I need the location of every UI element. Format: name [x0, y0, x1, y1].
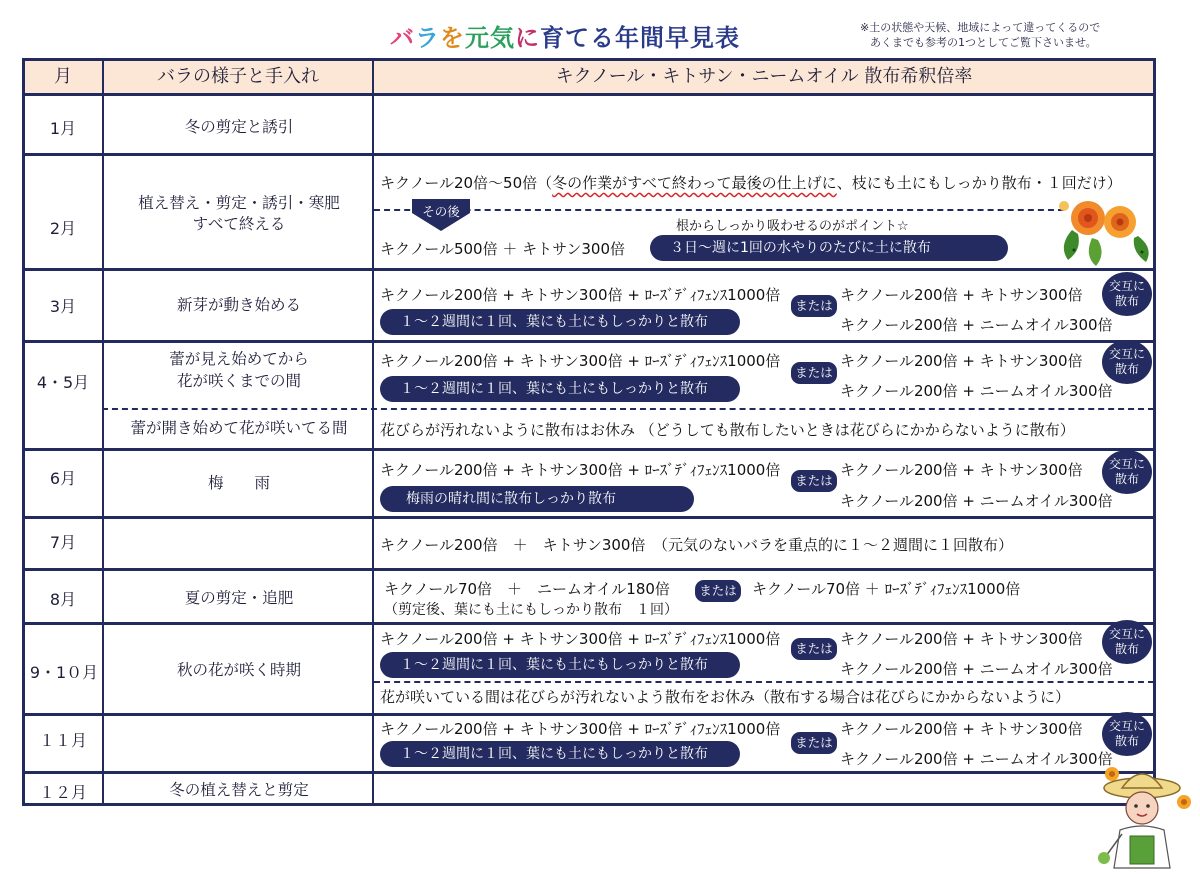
disclaimer-note: [860, 20, 1100, 50]
or-badge: または: [791, 362, 837, 384]
aprmay-divider: [102, 408, 1154, 410]
nov-mix-a: キクノール200倍 + キトサン300倍 + ﾛｰｽﾞﾃﾞｨﾌｪﾝｽ1000倍: [380, 720, 781, 738]
month-sepoct: 9・1０月: [29, 663, 99, 682]
or-badge: または: [791, 732, 837, 754]
rose-illustration-icon: [1054, 190, 1158, 268]
care-aprmay-3: 蕾が開き始めて花が咲いてる間: [130, 419, 348, 437]
alternate-line-1: 交互に: [1108, 347, 1145, 361]
alternate-line-2: 散布: [1114, 734, 1139, 748]
row-divider: [22, 622, 1156, 625]
aug-line-1a: キクノール70倍 ＋ ニームオイル180倍: [384, 580, 670, 598]
aprmay-mix-c: キクノール200倍 + ニームオイル300倍: [840, 382, 1113, 400]
jul-text: キクノール200倍 ＋ キトサン300倍 （元気のないバラを重点的に１～２週間に１回散布）: [380, 536, 1013, 554]
nov-mix-c: キクノール200倍 + ニームオイル300倍: [840, 750, 1113, 768]
feb-line-2: キクノール500倍 ＋ キトサン300倍: [380, 240, 625, 258]
aug-line-2: （剪定後、葉にも土にもしっかり散布 １回）: [384, 602, 678, 618]
row-divider: [22, 340, 1156, 343]
care-dec: 冬の植え替えと剪定: [169, 781, 309, 799]
month-jan: 1月: [49, 119, 77, 138]
alternate-line-1: 交互に: [1108, 279, 1145, 293]
aug-line-1b: キクノール70倍 ＋ ﾛｰｽﾞﾃﾞｨﾌｪﾝｽ1000倍: [752, 580, 1021, 598]
alternate-line-2: 散布: [1114, 294, 1139, 308]
sepoct-divider: [374, 681, 1154, 683]
alternate-line-2: 散布: [1114, 472, 1139, 486]
care-feb-2: すべて終える: [192, 215, 286, 233]
title-part: を: [440, 24, 465, 52]
mar-mix-a: キクノール200倍 + キトサン300倍 + ﾛｰｽﾞﾃﾞｨﾌｪﾝｽ1000倍: [380, 286, 781, 304]
jun-mix-c: キクノール200倍 + ニームオイル300倍: [840, 492, 1113, 510]
alternate-line-2: 散布: [1114, 362, 1139, 376]
title-part: に: [515, 24, 540, 52]
month-jun: 6月: [49, 469, 77, 488]
note-line-2: あくまでも参考の1つとしてご覧下さいませ。: [870, 36, 1097, 49]
care-feb-1: 植え替え・剪定・誘引・寒肥: [138, 194, 340, 212]
alternate-badge: [1102, 450, 1152, 494]
sepoct-mix-c: キクノール200倍 + ニームオイル300倍: [840, 660, 1113, 678]
row-divider: [22, 771, 1156, 774]
gardener-illustration-icon: [1092, 760, 1196, 872]
header-care: バラの様子と手入れ: [157, 66, 319, 87]
month-aug: 8月: [49, 590, 77, 609]
next-label: その後: [422, 204, 460, 219]
jun-mix-b: キクノール200倍 + キトサン300倍: [840, 461, 1083, 479]
feb-line-1a: キクノール20倍～50倍（: [380, 174, 553, 192]
title-part: ラ: [415, 24, 440, 52]
or-badge: または: [791, 470, 837, 492]
sepoct-pill: １～２週間に１回、葉にも土にもしっかりと散布: [380, 652, 740, 678]
or-badge: または: [791, 295, 837, 317]
feb-line-1: [380, 172, 1122, 193]
care-mar: 新芽が動き始める: [176, 296, 301, 314]
tip-label: 根からしっかり吸わせるのがポイント☆: [676, 219, 909, 234]
mar-mix-b: キクノール200倍 + キトサン300倍: [840, 286, 1083, 304]
mar-mix-c: キクノール200倍 + ニームオイル300倍: [840, 316, 1113, 334]
aprmay-rest: 花びらが汚れないように散布はお休み （どうしても散布したいときは花びらにかからないように散布）: [380, 421, 1075, 439]
title-part: バ: [390, 24, 415, 52]
alternate-badge: [1102, 272, 1152, 316]
month-mar: 3月: [49, 297, 77, 316]
feb-pill: ３日～週に1回の水やりのたびに土に散布: [650, 235, 1008, 261]
title-part: 元気: [465, 24, 515, 52]
alternate-line-1: 交互に: [1108, 719, 1145, 733]
month-aprmay: 4・5月: [36, 373, 90, 392]
nov-mix-b: キクノール200倍 + キトサン300倍: [840, 720, 1083, 738]
care-aug: 夏の剪定・追肥: [184, 589, 294, 607]
care-jan: 冬の剪定と誘引: [184, 118, 294, 136]
or-badge: または: [791, 638, 837, 660]
aprmay-mix-a: キクノール200倍 + キトサン300倍 + ﾛｰｽﾞﾃﾞｨﾌｪﾝｽ1000倍: [380, 352, 781, 370]
alternate-badge: [1102, 620, 1152, 664]
header-dilution: キクノール・キトサン・ニームオイル 散布希釈倍率: [555, 66, 973, 87]
alternate-line-1: 交互に: [1108, 457, 1145, 471]
row-divider: [22, 516, 1156, 519]
or-badge: または: [695, 580, 741, 602]
row-divider: [22, 268, 1156, 271]
month-feb: 2月: [49, 219, 77, 238]
note-line-1: ※土の状態や天候、地域によって違ってくるので: [860, 21, 1101, 34]
aprmay-mix-b: キクノール200倍 + キトサン300倍: [840, 352, 1083, 370]
jun-mix-a: キクノール200倍 + キトサン300倍 + ﾛｰｽﾞﾃﾞｨﾌｪﾝｽ1000倍: [380, 461, 781, 479]
sepoct-mix-b: キクノール200倍 + キトサン300倍: [840, 630, 1083, 648]
mar-pill: １～２週間に１回、葉にも土にもしっかりと散布: [380, 309, 740, 335]
aprmay-pill: １～２週間に１回、葉にも土にもしっかりと散布: [380, 376, 740, 402]
sepoct-mix-a: キクノール200倍 + キトサン300倍 + ﾛｰｽﾞﾃﾞｨﾌｪﾝｽ1000倍: [380, 630, 781, 648]
sepoct-rest: 花が咲いている間は花びらが汚れないよう散布をお休み（散布する場合は花びらにかからないように）: [380, 688, 1071, 706]
care-aprmay-1: 蕾が見え始めてから: [169, 350, 309, 368]
row-divider: [22, 568, 1156, 571]
row-divider: [22, 153, 1156, 156]
alternate-line-2: 散布: [1114, 642, 1139, 656]
title-part: 育てる年間早見表: [540, 24, 740, 52]
page-title: [390, 18, 740, 53]
feb-divider: [374, 209, 1064, 211]
alternate-badge: [1102, 712, 1152, 756]
care-aprmay-2: 花が咲くまでの間: [176, 372, 301, 390]
alternate-line-1: 交互に: [1108, 627, 1145, 641]
feb-line-1c: 、枝にも土にもしっかり散布・１回だけ）: [836, 174, 1122, 192]
row-divider: [22, 713, 1156, 716]
month-dec: １２月: [38, 783, 87, 802]
nov-pill: １～２週間に１回、葉にも土にもしっかりと散布: [380, 741, 740, 767]
header-month: 月: [54, 66, 72, 87]
care-jun: 梅 雨: [207, 474, 270, 492]
jun-pill: 梅雨の晴れ間に散布しっかり散布: [380, 486, 694, 512]
row-divider: [22, 448, 1156, 451]
care-sepoct: 秋の花が咲く時期: [176, 661, 301, 679]
alternate-badge: [1102, 340, 1152, 384]
month-jul: 7月: [49, 533, 77, 552]
feb-line-1b: 冬の作業がすべて終わって最後の仕上げに: [552, 174, 837, 192]
month-nov: １１月: [38, 731, 87, 750]
